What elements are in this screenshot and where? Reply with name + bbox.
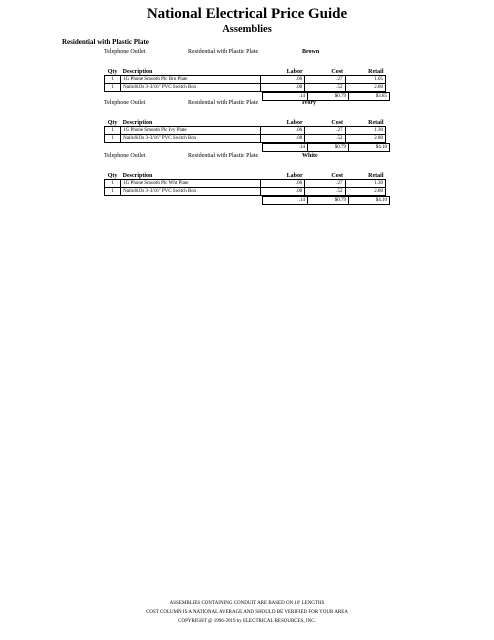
- assembly-header: [104, 49, 386, 58]
- table-row: [105, 135, 386, 143]
- footer-note-conduit: ASSEMBLIES CONTAINING CONDUIT ARE BASED ON 10' LENGTHS: [169, 601, 325, 606]
- assembly-totals: [262, 143, 390, 152]
- cell-description: Nails/KOs 3-3/16" PVC Switch Box: [121, 135, 260, 143]
- footer-copyright: COPYRIGHT @ 1996-2019 by ELECTRICAL RESOURCES, INC.: [178, 619, 316, 624]
- cell-qty: 1: [105, 188, 121, 196]
- page-title: National Electrical Price Guide: [146, 6, 348, 22]
- col-labor: Labor: [260, 68, 304, 76]
- assembly-color: Ivory: [302, 100, 316, 106]
- cell-description: Nails/KOs 3-3/16" PVC Switch Box: [121, 84, 260, 92]
- cell-qty: 1: [105, 180, 121, 188]
- cell-description: 1G Phone Smooth Plc Ivy Plate: [121, 127, 260, 135]
- col-cost: Cost: [305, 172, 345, 180]
- cell-labor: .06: [260, 127, 304, 135]
- cell-retail: 1.30: [345, 127, 385, 135]
- assembly-group: Residential with Plastic Plate: [188, 100, 259, 106]
- table-row: [105, 84, 386, 92]
- col-description: Description: [121, 68, 260, 76]
- cell-cost: .52: [305, 135, 345, 143]
- col-description: Description: [121, 119, 260, 127]
- cell-qty: 1: [105, 76, 121, 84]
- cell-description: Nails/KOs 3-3/16" PVC Switch Box: [121, 188, 260, 196]
- table-row: [105, 76, 386, 84]
- assembly-type: Telephone Outlet: [104, 153, 146, 159]
- section-heading: Residential with Plastic Plate: [62, 38, 149, 46]
- total-cost: $0.79: [308, 197, 349, 205]
- table-row: [105, 127, 386, 135]
- assembly-items-table: [104, 68, 386, 92]
- cell-labor: .08: [260, 84, 304, 92]
- col-retail: Retail: [345, 172, 385, 180]
- assembly-items-table: [104, 172, 386, 196]
- assembly-group: Residential with Plastic Plate: [188, 153, 259, 159]
- cell-retail: 2.80: [345, 135, 385, 143]
- cell-retail: 2.80: [345, 84, 385, 92]
- total-labor: .14: [263, 93, 308, 101]
- total-retail: $4.10: [349, 144, 390, 152]
- total-labor: .14: [263, 144, 308, 152]
- cell-labor: .06: [260, 180, 304, 188]
- assembly-header: [104, 153, 386, 162]
- total-labor: .14: [263, 197, 308, 205]
- col-retail: Retail: [345, 68, 385, 76]
- cell-qty: 1: [105, 84, 121, 92]
- assembly-type: Telephone Outlet: [104, 49, 146, 55]
- cell-retail: 1.05: [345, 76, 385, 84]
- cell-cost: .27: [305, 180, 345, 188]
- col-retail: Retail: [345, 119, 385, 127]
- table-header-row: [105, 172, 386, 180]
- table-header-row: [105, 68, 386, 76]
- cell-cost: .27: [305, 127, 345, 135]
- assembly-header: [104, 100, 386, 109]
- footer-note-cost: COST COLUMN IS A NATIONAL AVERAGE AND SHOULD BE VERIFIED FOR YOUR AREA: [146, 610, 348, 615]
- page-subtitle: Assemblies: [222, 24, 272, 35]
- assembly-block-white: [104, 153, 386, 205]
- table-header-row: [105, 119, 386, 127]
- assembly-totals: [262, 196, 390, 205]
- col-description: Description: [121, 172, 260, 180]
- cell-cost: .52: [305, 188, 345, 196]
- assembly-items-table: [104, 119, 386, 143]
- col-qty: Qty: [105, 119, 121, 127]
- assembly-type: Telephone Outlet: [104, 100, 146, 106]
- col-labor: Labor: [260, 172, 304, 180]
- cell-retail: 1.30: [345, 180, 385, 188]
- assembly-color: Brown: [302, 49, 320, 55]
- assembly-block-brown: [104, 49, 386, 101]
- assembly-color: White: [302, 153, 318, 159]
- cell-cost: .27: [305, 76, 345, 84]
- assembly-block-ivory: [104, 100, 386, 152]
- cell-qty: 1: [105, 127, 121, 135]
- assembly-group: Residential with Plastic Plate: [188, 49, 259, 55]
- total-cost: $0.79: [308, 144, 349, 152]
- total-retail: $3.85: [349, 93, 390, 101]
- col-qty: Qty: [105, 172, 121, 180]
- totals-row: [263, 197, 390, 205]
- cell-qty: 1: [105, 135, 121, 143]
- table-row: [105, 188, 386, 196]
- table-row: [105, 180, 386, 188]
- cell-description: 1G Phone Smooth Plc Brn Plate: [121, 76, 260, 84]
- col-cost: Cost: [305, 68, 345, 76]
- col-cost: Cost: [305, 119, 345, 127]
- totals-row: [263, 144, 390, 152]
- cell-retail: 2.80: [345, 188, 385, 196]
- cell-labor: .06: [260, 76, 304, 84]
- cell-cost: .52: [305, 84, 345, 92]
- cell-labor: .08: [260, 188, 304, 196]
- total-cost: $0.79: [308, 93, 349, 101]
- cell-description: 1G Phone Smooth Plc Wht Plate: [121, 180, 260, 188]
- col-labor: Labor: [260, 119, 304, 127]
- col-qty: Qty: [105, 68, 121, 76]
- total-retail: $4.10: [349, 197, 390, 205]
- cell-labor: .08: [260, 135, 304, 143]
